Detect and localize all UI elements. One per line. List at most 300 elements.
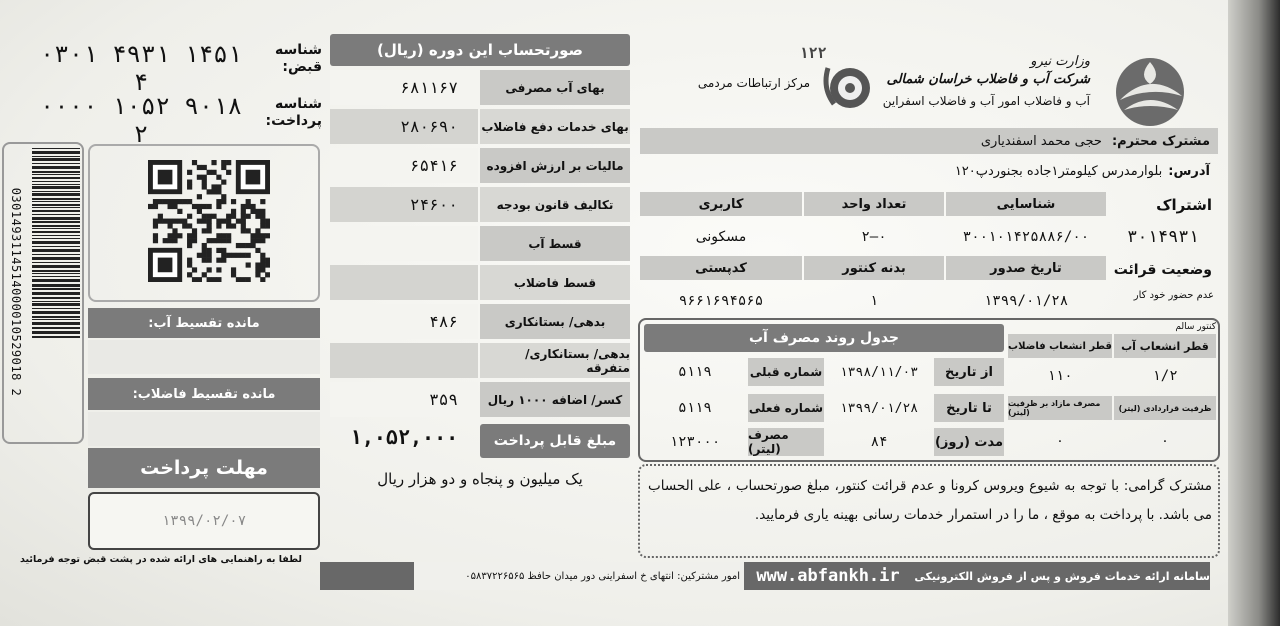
barcode-bar — [32, 193, 80, 196]
charge-value: ۶۸۱۱۶۷ — [330, 70, 478, 105]
qr-module — [260, 223, 265, 228]
issue-date-value: ۱۳۹۹/۰۱/۲۸ — [983, 293, 1069, 309]
barcode-bar — [32, 238, 80, 239]
qr-module — [202, 184, 207, 189]
qr-module — [246, 199, 251, 204]
qr-module — [172, 204, 177, 209]
qr-module — [192, 228, 197, 233]
usage-label: کاربری — [640, 192, 802, 216]
barcode-bar — [32, 270, 80, 272]
qr-module — [172, 199, 177, 204]
qr-module — [231, 223, 236, 228]
subscriber-bar — [640, 128, 1218, 154]
qr-module — [216, 223, 221, 228]
eshterak-value: ۳۰۱۴۹۳۱ — [1127, 227, 1199, 247]
qr-code — [148, 160, 270, 282]
qr-module — [216, 233, 221, 238]
call-center-icon — [820, 54, 878, 112]
deadline-label: مهلت پرداخت — [88, 448, 320, 488]
qr-module — [260, 262, 265, 267]
barcode-bar — [32, 327, 80, 329]
qr-module — [207, 277, 212, 282]
qr-module — [236, 219, 241, 224]
barcode-bar — [32, 225, 80, 227]
qr-module — [241, 277, 246, 282]
sewer-pipe-label: قطر انشعاب فاضلاب — [1008, 334, 1112, 358]
qr-module — [207, 204, 212, 209]
qr-module — [255, 214, 260, 219]
charge-label: کسر/ اضافه ۱۰۰۰ ریال — [480, 382, 630, 417]
barcode-bar — [32, 322, 80, 325]
qr-module — [221, 238, 226, 243]
qr-module — [231, 214, 236, 219]
to-date-value: ۱۳۹۹/۰۱/۲۸ — [839, 400, 919, 416]
call-center-label: مرکز ارتباطات مردمی — [697, 76, 810, 90]
bill-id-value: ۰۳۰۱ ۴۹۳۱ ۱۴۵۱ ۴ — [39, 40, 243, 96]
charges-title: صورتحساب این دوره (ریال) — [330, 34, 630, 66]
barcode-bar — [32, 276, 80, 277]
qr-module — [231, 199, 236, 204]
barcode-bar — [32, 288, 80, 290]
days-value: ۸۴ — [870, 434, 888, 450]
qr-module — [231, 272, 236, 277]
qr-module — [148, 204, 153, 209]
deadline-box — [88, 492, 320, 550]
qr-module — [197, 219, 202, 224]
qr-module — [226, 223, 231, 228]
qr-module — [221, 180, 226, 185]
qr-module — [216, 184, 221, 189]
qr-module — [192, 277, 197, 282]
qr-module — [207, 248, 212, 253]
qr-module — [207, 189, 212, 194]
qr-module — [265, 233, 270, 238]
qr-module — [236, 243, 241, 248]
qr-module — [197, 277, 202, 282]
qr-module — [211, 160, 216, 165]
qr-module — [255, 262, 260, 267]
charge-value — [330, 226, 478, 261]
from-date-value: ۱۳۹۸/۱۱/۰۳ — [839, 364, 919, 380]
qr-module — [187, 214, 192, 219]
prev-reading-value: ۵۱۱۹ — [678, 364, 712, 380]
qr-module — [207, 219, 212, 224]
qr-module — [187, 170, 192, 175]
portal-label: سامانه ارائه خدمات فروش و پس از فروش الکترونیکی — [914, 569, 1210, 583]
qr-module — [177, 199, 182, 204]
barcode-bar — [32, 210, 80, 212]
qr-module — [255, 238, 260, 243]
barcode-bar — [32, 174, 80, 175]
qr-module — [241, 209, 246, 214]
qr-module — [246, 204, 251, 209]
barcode-bar — [32, 265, 80, 268]
qr-module — [216, 238, 221, 243]
qr-module — [226, 160, 231, 165]
qr-module — [197, 204, 202, 209]
to-date-label: تا تاریخ — [934, 394, 1004, 422]
qr-module — [168, 219, 173, 224]
excess-usage-value: ۰ — [1055, 433, 1065, 449]
qr-module — [211, 277, 216, 282]
qr-module — [226, 170, 231, 175]
curr-reading-label: شماره فعلی — [748, 394, 824, 422]
qr-module — [202, 219, 207, 224]
days-label: مدت (روز) — [934, 428, 1004, 456]
qr-module — [246, 228, 251, 233]
barcode-bar — [32, 148, 80, 149]
qr-module — [241, 243, 246, 248]
charge-label: بدهی/ بستانکاری — [480, 304, 630, 339]
qr-module — [158, 219, 163, 224]
qr-module — [231, 253, 236, 258]
qr-module — [168, 223, 173, 228]
barcode — [32, 148, 80, 438]
barcode-bar — [32, 292, 80, 295]
barcode-bar — [32, 273, 80, 274]
qr-module — [216, 199, 221, 204]
qr-module — [250, 204, 255, 209]
barcode-bar — [32, 198, 80, 200]
qr-module — [260, 199, 265, 204]
charge-value: ۴۸۶ — [330, 304, 478, 339]
qr-module — [202, 228, 207, 233]
reading-status-value: عدم حضور خود کار — [1133, 290, 1214, 301]
postal-value: ۹۶۶۱۶۹۴۵۶۵ — [678, 293, 764, 309]
qr-module — [187, 262, 192, 267]
barcode-bar — [32, 301, 80, 302]
deadline-date: ۱۳۹۹/۰۲/۰۷ — [161, 513, 247, 529]
qr-module — [158, 170, 173, 185]
qr-module — [207, 214, 212, 219]
qr-module — [202, 243, 207, 248]
qr-module — [207, 267, 212, 272]
qr-module — [226, 219, 231, 224]
qr-module — [260, 253, 265, 258]
qr-module — [187, 184, 192, 189]
qr-module — [153, 199, 158, 204]
total-value: ۱,۰۵۲,۰۰۰ — [349, 425, 459, 449]
qr-module — [226, 214, 231, 219]
qr-module — [207, 253, 212, 258]
water-installment-label: مانده تقسیط آب: — [88, 308, 320, 338]
units-label: تعداد واحد — [804, 192, 944, 216]
qr-module — [226, 238, 231, 243]
qr-module — [168, 238, 173, 243]
paper-edge-shadow — [1228, 0, 1280, 626]
barcode-bar — [32, 336, 80, 338]
shenasaei-label: شناسایی — [946, 192, 1106, 216]
barcode-bar — [32, 166, 80, 169]
qr-module — [192, 204, 197, 209]
qr-module — [221, 160, 226, 165]
barcode-bar — [32, 158, 80, 161]
barcode-bar — [32, 235, 80, 236]
ministry-title: وزارت نیرو — [1030, 54, 1090, 69]
notice-text: مشترک گرامی: با توجه به شیوع ویروس کرونا و عدم قرائت کنتور، مبلغ صورتحساب ، علی الحساب می باشد. با پرداخت به موقع ، ما را در استمرار خدمات رسانی بهینه یاری فرمایید. — [648, 478, 1212, 523]
qr-module — [211, 238, 216, 243]
qr-module — [192, 238, 197, 243]
affairs-address: امور مشترکین: انتهای خ اسفراینی دور میدان حافظ ۰۵۸۳۷۲۲۶۵۶۵ — [414, 562, 744, 590]
meter-state: کنتور سالم — [1175, 322, 1216, 332]
qr-module — [172, 219, 177, 224]
qr-module — [216, 189, 221, 194]
qr-module — [172, 233, 177, 238]
qr-module — [192, 267, 197, 272]
qr-module — [202, 272, 207, 277]
qr-module — [246, 277, 251, 282]
qr-module — [221, 253, 226, 258]
barcode-bar — [32, 231, 80, 233]
qr-module — [187, 238, 192, 243]
barcode-bar — [32, 217, 80, 220]
charge-value — [330, 265, 478, 300]
barcode-bar — [32, 181, 80, 182]
qr-module — [207, 238, 212, 243]
qr-module — [187, 233, 192, 238]
qr-module — [202, 253, 207, 258]
water-pipe-value: ۱/۲ — [1152, 368, 1178, 384]
qr-module — [226, 253, 231, 258]
charge-value: ۲۸۰۶۹۰ — [330, 109, 478, 144]
qr-module — [216, 175, 221, 180]
excess-usage-label: مصرف مازاد بر ظرفیت (لیتر) — [1008, 396, 1112, 420]
sewer-installment-label: مانده تقسیط فاضلاب: — [88, 378, 320, 410]
qr-module — [216, 248, 221, 253]
usage-liter-label: مصرف (لیتر) — [748, 428, 824, 456]
company-logo — [1090, 50, 1210, 130]
barcode-bar — [32, 254, 80, 255]
water-installment-value — [88, 340, 320, 374]
qr-module — [202, 248, 207, 253]
subscriber-name: حجی محمد اسفندیاری — [980, 133, 1102, 149]
qr-module — [202, 175, 207, 180]
qr-module — [221, 233, 226, 238]
units-value: ۲—۰ — [861, 229, 887, 245]
qr-module — [158, 214, 163, 219]
qr-module — [202, 258, 207, 263]
qr-module — [236, 253, 241, 258]
qr-module — [250, 243, 255, 248]
barcode-bar — [32, 221, 80, 223]
barcode-bar — [32, 319, 80, 320]
charge-label: بهای آب مصرفی — [480, 70, 630, 105]
qr-module — [216, 204, 221, 209]
qr-module — [207, 258, 212, 263]
charge-value: ۳۵۹ — [330, 382, 478, 417]
qr-module — [187, 223, 192, 228]
charge-label: قسط فاضلاب — [480, 265, 630, 300]
qr-module — [168, 233, 173, 238]
qr-module — [216, 219, 221, 224]
qr-module — [197, 253, 202, 258]
qr-module — [260, 238, 265, 243]
qr-module — [246, 243, 251, 248]
charge-label: تکالیف قانون بودجه — [480, 187, 630, 222]
qr-module — [246, 214, 251, 219]
qr-module — [246, 170, 261, 185]
qr-module — [260, 219, 265, 224]
barcode-bar — [32, 201, 80, 202]
qr-module — [255, 233, 260, 238]
qr-module — [260, 258, 265, 263]
address-value: بلوارمدرس کیلومتر۱جاده بجنوردپ۱۲۰ — [954, 163, 1163, 179]
qr-module — [187, 272, 192, 277]
qr-module — [241, 204, 246, 209]
pay-id-label: شناسه پرداخت: — [265, 96, 322, 129]
qr-module — [250, 238, 255, 243]
barcode-bar — [32, 246, 80, 247]
qr-module — [255, 228, 260, 233]
qr-module — [202, 180, 207, 185]
barcode-bar — [32, 331, 80, 334]
qr-module — [221, 219, 226, 224]
qr-module — [265, 219, 270, 224]
qr-module — [221, 258, 226, 263]
qr-module — [265, 272, 270, 277]
qr-module — [260, 233, 265, 238]
address-label: آدرس: — [1168, 163, 1210, 179]
barcode-bar — [32, 303, 80, 306]
barcode-bar — [32, 308, 80, 309]
qr-module — [241, 214, 246, 219]
barcode-bar — [32, 249, 80, 252]
qr-module — [168, 199, 173, 204]
qr-module — [250, 233, 255, 238]
qr-module — [168, 204, 173, 209]
qr-module — [192, 160, 197, 165]
barcode-text: 0301493114514000010529018 2 — [9, 187, 23, 397]
usage-liter-value: ۱۲۳۰۰۰ — [669, 434, 721, 450]
barcode-bar — [32, 284, 80, 287]
qr-module — [255, 209, 260, 214]
qr-module — [187, 243, 192, 248]
qr-module — [207, 223, 212, 228]
qr-module — [221, 165, 226, 170]
sewer-installment-value — [88, 412, 320, 446]
qr-module — [241, 253, 246, 258]
barcode-bar — [32, 257, 80, 260]
qr-module — [211, 184, 216, 189]
issue-date-label: تاریخ صدور — [946, 256, 1106, 280]
charge-value — [330, 343, 478, 378]
qr-module — [172, 228, 177, 233]
guide-text: لطفا به راهنمایی های ارائه شده در پشت قبض توجه فرمائید — [20, 554, 302, 565]
water-pipe-label: قطر انشعاب آب — [1114, 334, 1216, 358]
qr-module — [265, 262, 270, 267]
qr-module — [265, 223, 270, 228]
barcode-bar — [32, 186, 80, 189]
barcode-bar — [32, 228, 80, 229]
charge-label: بدهی/ بستانکاری/ متفرقه — [480, 343, 630, 378]
barcode-bar — [32, 262, 80, 263]
qr-module — [226, 233, 231, 238]
charge-label: مالیات بر ارزش افزوده — [480, 148, 630, 183]
qr-module — [192, 233, 197, 238]
qr-module — [177, 233, 182, 238]
bill-id-label: شناسه قبض: — [275, 42, 322, 75]
pay-id-value: ۰۰۰۰ ۱۰۵۲ ۹۰۱۸ ۲ — [39, 92, 243, 148]
qr-module — [241, 223, 246, 228]
qr-module — [187, 258, 192, 263]
curr-reading-value: ۵۱۱۹ — [678, 400, 712, 416]
call-center-number: ۱۲۲ — [799, 44, 827, 62]
qr-module — [153, 223, 158, 228]
qr-module — [260, 267, 265, 272]
qr-module — [202, 214, 207, 219]
meter-body-label: بدنه کنتور — [804, 256, 944, 280]
address-row — [640, 158, 1218, 184]
charge-label: قسط آب — [480, 226, 630, 261]
qr-module — [211, 170, 216, 175]
eshterak-label: اشتراک — [1156, 196, 1212, 214]
qr-module — [221, 199, 226, 204]
qr-module — [207, 170, 212, 175]
qr-module — [260, 277, 265, 282]
qr-module — [221, 248, 226, 253]
qr-module — [236, 277, 241, 282]
qr-module — [197, 209, 202, 214]
charge-label: بهای خدمات دفع فاضلاب — [480, 109, 630, 144]
qr-module — [187, 199, 192, 204]
qr-module — [163, 199, 168, 204]
barcode-bar — [32, 184, 80, 185]
barcode-bar — [32, 156, 80, 157]
qr-module — [241, 228, 246, 233]
company-name: شرکت آب و فاضلاب خراسان شمالی — [886, 72, 1090, 87]
qr-module — [207, 228, 212, 233]
website-link[interactable]: www.abfankh.ir — [756, 566, 900, 586]
qr-module — [255, 248, 260, 253]
qr-module — [177, 209, 182, 214]
barcode-bar — [32, 177, 80, 179]
barcode-bar — [32, 241, 80, 244]
barcode-bar — [32, 204, 80, 206]
barcode-bar — [32, 171, 80, 173]
qr-module — [158, 258, 173, 273]
qr-module — [241, 219, 246, 224]
qr-module — [172, 238, 177, 243]
qr-module — [153, 219, 158, 224]
qr-module — [163, 219, 168, 224]
charge-value: ۶۵۴۱۶ — [330, 148, 478, 183]
qr-module — [211, 214, 216, 219]
qr-module — [197, 194, 202, 199]
subscriber-name-label: مشترک محترم: — [1111, 133, 1210, 149]
total-label: مبلغ قابل پرداخت — [480, 424, 630, 458]
barcode-bar — [32, 214, 80, 215]
total-in-words: یک میلیون و پنجاه و دو هزار ریال — [377, 470, 583, 488]
qr-module — [153, 233, 158, 238]
qr-module — [265, 258, 270, 263]
qr-module — [260, 214, 265, 219]
reading-status-label: وضعیت قرائت — [1113, 262, 1212, 278]
qr-module — [211, 189, 216, 194]
qr-module — [163, 238, 168, 243]
barcode-bar — [32, 207, 80, 208]
contract-capacity-value: ۰ — [1160, 433, 1170, 449]
barcode-bar — [32, 191, 80, 192]
qr-module — [231, 209, 236, 214]
barcode-bar — [32, 316, 80, 318]
qr-module — [246, 253, 251, 258]
charge-value: ۲۴۶۰۰ — [330, 187, 478, 222]
barcode-bar — [32, 151, 80, 154]
from-date-label: از تاریخ — [934, 358, 1004, 386]
qr-module — [216, 267, 221, 272]
qr-module — [187, 180, 192, 185]
qr-module — [216, 277, 221, 282]
